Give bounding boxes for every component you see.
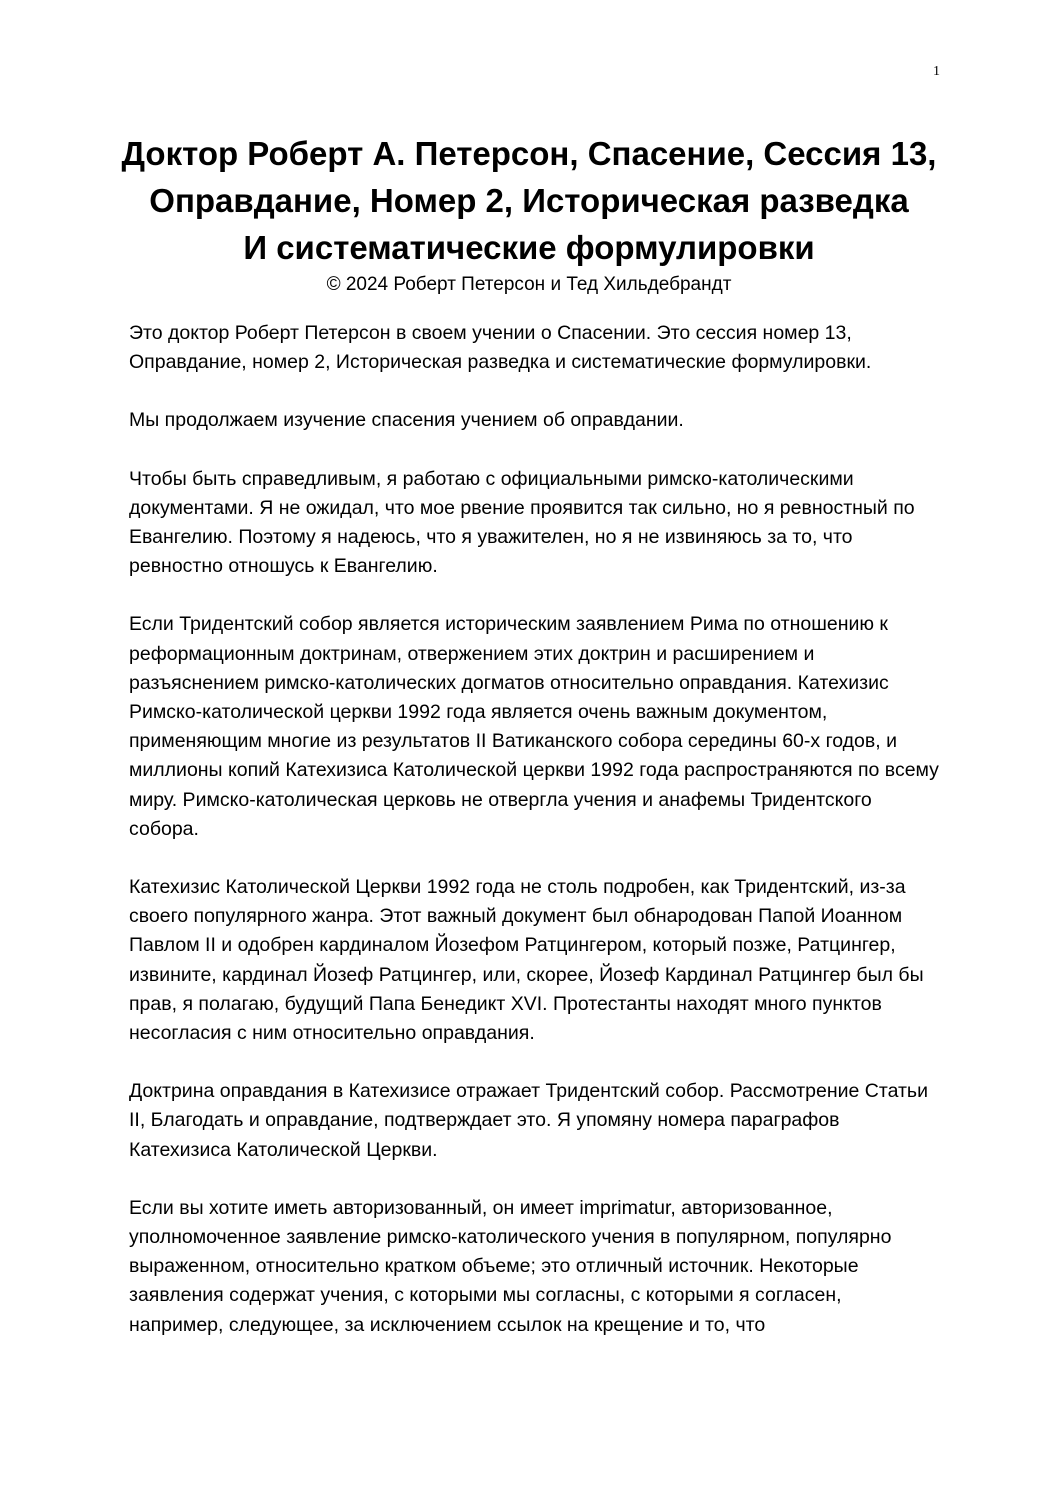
title-line: И систематические формулировки (243, 229, 815, 266)
paragraph: Доктрина оправдания в Катехизисе отражает Тридентский собор. Рассмотрение Статьи II, Благодать и оправдание, подтверждает это. Я упомяну номера параграфов Катехизиса Католической Церкви. (129, 1080, 928, 1161)
paragraph: Если Тридентский собор является историческим заявлением Рима по отношению к реформационным доктринам, отвержением этих доктрин и расширением и разъяснением римско-католических догматов относительно оправдания. Катехизис Римско-католической церкви 1992 года является очень важным документом, применяющим многие из результатов II Ватиканского собора середины 60-х годов, и миллионы копий Катехизиса Католической церкви 1992 года распространяются по всему миру. Римско-католическая церковь не отвергла учения и анафемы Тридентского собора. (129, 613, 939, 840)
document-title (100, 130, 958, 271)
paragraph: Катехизис Католической Церкви 1992 года не столь подробен, как Тридентский, из-за своего популярного жанра. Этот важный документ был обнародован Папой Иоанном Павлом II и одобрен кардиналом Йозефом Ратцингером, который позже, Ратцингер, извините, кардинал Йозеф Ратцингер, или, скорее, Йозеф Кардинал Ратцингер был бы прав, я полагаю, будущий Папа Бенедикт XVI. Протестанты находят много пунктов несогласия с ним относительно оправдания. (129, 876, 924, 1045)
page-number: 1 (933, 64, 940, 79)
paragraph: Чтобы быть справедливым, я работаю с официальными римско-католическими документами. Я не ожидал, что мое рвение проявится так сильно, но я ревностный по Евангелию. Поэтому я надеюсь, что я уважителен, но я не извиняюсь за то, что ревностно отношусь к Евангелию. (129, 467, 915, 578)
paragraph: Это доктор Роберт Петерсон в своем учении о Спасении. Это сессия номер 13, Оправдание, номер 2, Историческая разведка и систематические формулировки. (129, 322, 872, 374)
document-body (129, 319, 939, 1369)
paragraph: Если вы хотите иметь авторизованный, он имеет imprimatur, авторизованное, уполномоченное заявление римско-католического учения в популярном, популярно выраженном, относительно кратком объеме; это отличный источник. Некоторые заявления содержат учения, с которыми мы согласны, с которыми я согласен, например, следующее, за исключением ссылок на крещение и то, что (129, 1196, 892, 1336)
paragraph: Мы продолжаем изучение спасения учением об оправдании. (129, 409, 684, 432)
copyright-notice: © 2024 Роберт Петерсон и Тед Хильдебрандт (326, 274, 732, 295)
document-header (100, 130, 958, 297)
title-line: Доктор Роберт А. Петерсон, Спасение, Сессия 13, (121, 135, 937, 172)
title-line: Оправдание, Номер 2, Историческая разведка (149, 182, 909, 219)
